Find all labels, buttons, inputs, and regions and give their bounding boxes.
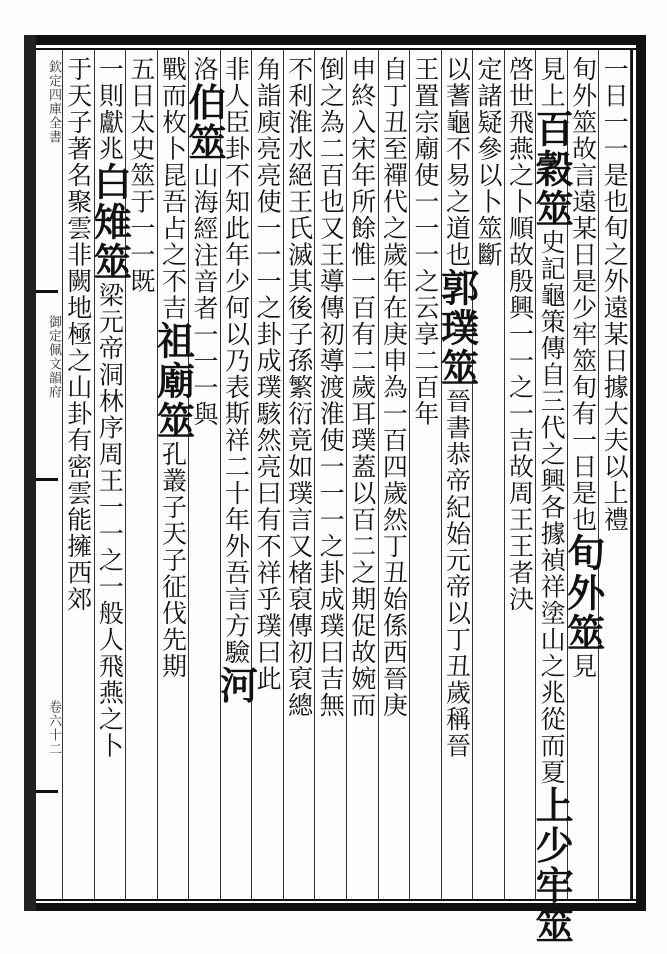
text-column xyxy=(345,56,379,894)
headword: 旬外筮 xyxy=(560,533,606,653)
column-text: 洛 xyxy=(190,56,219,83)
text-column xyxy=(150,56,196,894)
text-column xyxy=(376,56,410,894)
text-column xyxy=(282,56,316,894)
margin-book-title: 御定佩文韻府 xyxy=(46,315,61,399)
headword: 祖廟筮 xyxy=(150,321,196,441)
column-text: 一日一一是也旬之外遠某日據大夫以上禮 xyxy=(600,56,630,533)
column-text: 梁元帝洞林序周王一一之一般人飛燕之卜 xyxy=(95,282,125,759)
headword: 白雉筮 xyxy=(87,162,133,282)
text-column xyxy=(213,56,259,894)
column-text: 角詣庾亮亮使一一一之卦成璞駭然亮曰有不祥乎璞曰此 xyxy=(253,56,283,692)
frame-top-inner-line xyxy=(36,48,646,50)
column-text: 申終入宋年所餘惟一百有二歲耳璞蓋以百二之期促故婉而 xyxy=(347,56,377,719)
headword: 上少牢筮 xyxy=(529,785,575,946)
margin-top-text: 欽定四庫全書 xyxy=(46,60,61,144)
frame-right-border xyxy=(636,35,646,911)
headword: 郭璞筮 xyxy=(434,268,480,388)
text-column xyxy=(408,56,442,894)
column-text: 定諸疑參以卜筮斷 xyxy=(474,56,503,268)
margin-page-number: 卷六十二 xyxy=(46,700,61,756)
page-margin-strip xyxy=(24,35,36,911)
column-text: 不利淮水絕王氏滅其後子孫繁衍竟如璞言又楮裒傳初裒總 xyxy=(284,56,314,719)
column-text: 自丁丑至禪代之歲年在庚申為一百四歲然丁丑始係西晉庚 xyxy=(379,56,409,719)
column-text: 晉書恭帝紀始元帝以丁丑歲稱晉 xyxy=(442,388,472,759)
text-column xyxy=(471,56,505,894)
text-column xyxy=(434,56,480,894)
headword: 河 xyxy=(213,665,259,706)
headword: 伯筮 xyxy=(182,82,227,163)
column-text: 見上 xyxy=(537,56,567,109)
text-column xyxy=(87,56,133,894)
column-text: 旬外筮故言遠某日是少牢筮旬有一日是也 xyxy=(568,56,598,533)
column-text: 非人臣卦不知此年少何以乃表斯祥二十年外吾言方驗 xyxy=(221,56,251,666)
text-column xyxy=(61,56,95,894)
column-text: 五日太史筮于一一既 xyxy=(126,56,156,295)
text-column xyxy=(597,56,631,894)
column-text: 史記龜策傳自三代之興各據禎祥塗山之兆從而夏 xyxy=(537,229,567,786)
margin-divider xyxy=(36,790,58,793)
column-text: 王置宗廟使一一一之云享二百年 xyxy=(410,56,440,427)
headword: 百穀筮 xyxy=(529,109,575,229)
column-text: 倒之為二百也又王導傳初導渡淮使一一一之卦成璞曰吉無 xyxy=(316,56,346,719)
column-text: 于天子著名聚雲非闕地極之山卦有密雲能擁西郊 xyxy=(63,56,93,613)
frame-right-inner-line xyxy=(631,48,633,901)
column-text: 見 xyxy=(568,653,598,680)
text-column xyxy=(182,56,227,894)
column-text: 一則獻兆 xyxy=(95,56,125,162)
frame-top-border xyxy=(36,35,646,45)
text-column xyxy=(313,56,347,894)
column-text: 孔叢子天子征伐先期 xyxy=(158,441,188,680)
column-text: 戰而枚卜昆吾占之不吉 xyxy=(158,56,188,321)
margin-divider xyxy=(36,478,58,481)
text-column xyxy=(250,56,284,894)
text-column xyxy=(529,56,575,946)
column-text: 啓世飛燕之卜順故殷興一一之一吉故周王王者決 xyxy=(505,56,535,613)
text-column xyxy=(503,56,537,894)
column-text: 山海經注音者一一一與 xyxy=(190,162,219,428)
margin-divider xyxy=(36,290,58,293)
column-text: 以蓍龜不易之道也 xyxy=(442,56,472,268)
